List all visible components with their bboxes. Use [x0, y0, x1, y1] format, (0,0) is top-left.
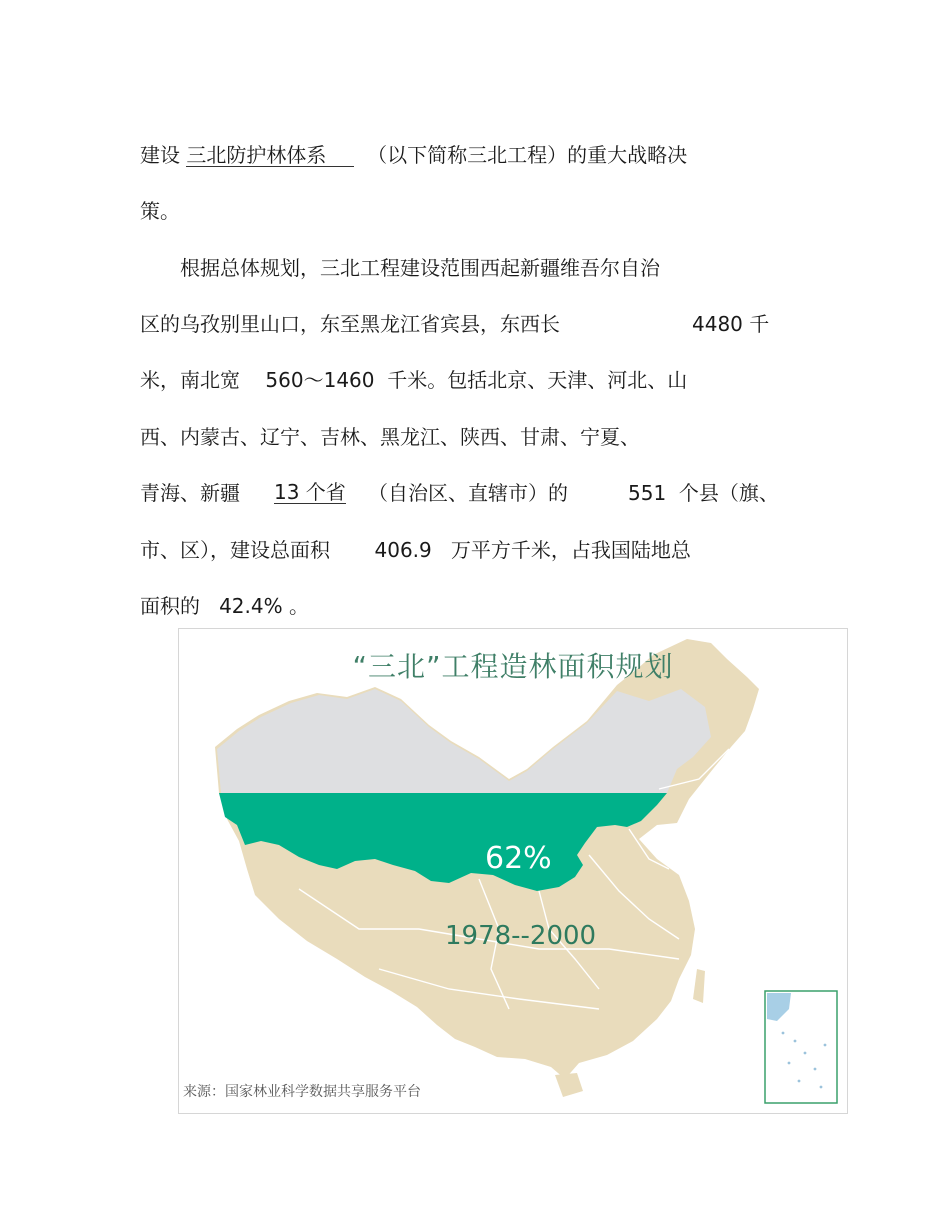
- taiwan-island: [693, 969, 705, 1003]
- period-label: 1978--2000: [445, 921, 597, 951]
- south-china-sea-inset: [765, 991, 837, 1103]
- paragraph2-line4: 西、内蒙古、辽宁、吉林、黑龙江、陕西、甘肃、宁夏、: [140, 425, 640, 449]
- paragraph1-line1: [140, 143, 687, 167]
- paragraph2-line5: [140, 480, 779, 505]
- map-title: “三北”工程造林面积规划: [352, 650, 674, 683]
- text-segment: （自治区、直辖市）的: [368, 481, 568, 505]
- text-segment: （以下简称三北工程）的重大战略决: [367, 143, 688, 167]
- north-region: [217, 689, 711, 793]
- paragraph2-line1: 根据总体规划，三北工程建设范围西起新疆维吾尔自治: [180, 256, 660, 280]
- paragraph2-line2: [140, 312, 770, 336]
- project-percent-label: 62%: [485, 841, 552, 876]
- paragraph1-line2: 策。: [140, 199, 180, 223]
- paragraph2-line6: 市、区），建设总面积 406.9 万平方千米，占我国陆地总: [140, 538, 691, 562]
- fill-blank-answer: 三北防护林体系: [186, 143, 327, 167]
- three-north-map-figure: [178, 628, 848, 1114]
- text-segment: 青海、新疆: [140, 481, 240, 505]
- paragraph2-line3: 米，南北宽 560～1460 千米。包括北京、天津、河北、山: [140, 368, 688, 392]
- fill-blank-answer: 13 个省: [274, 480, 346, 504]
- text-segment: 建设: [140, 143, 180, 167]
- hainan-island: [555, 1073, 583, 1097]
- source-caption: 来源：国家林业科学数据共享服务平台: [183, 1084, 421, 1100]
- text-segment: 4480 千: [692, 312, 770, 336]
- text-segment: 551 个县（旗、: [628, 481, 779, 505]
- text-segment: 区的乌孜别里山口，东至黑龙江省宾县，东西长: [140, 312, 560, 336]
- paragraph2-line7: 面积的 42.4% 。: [140, 594, 309, 618]
